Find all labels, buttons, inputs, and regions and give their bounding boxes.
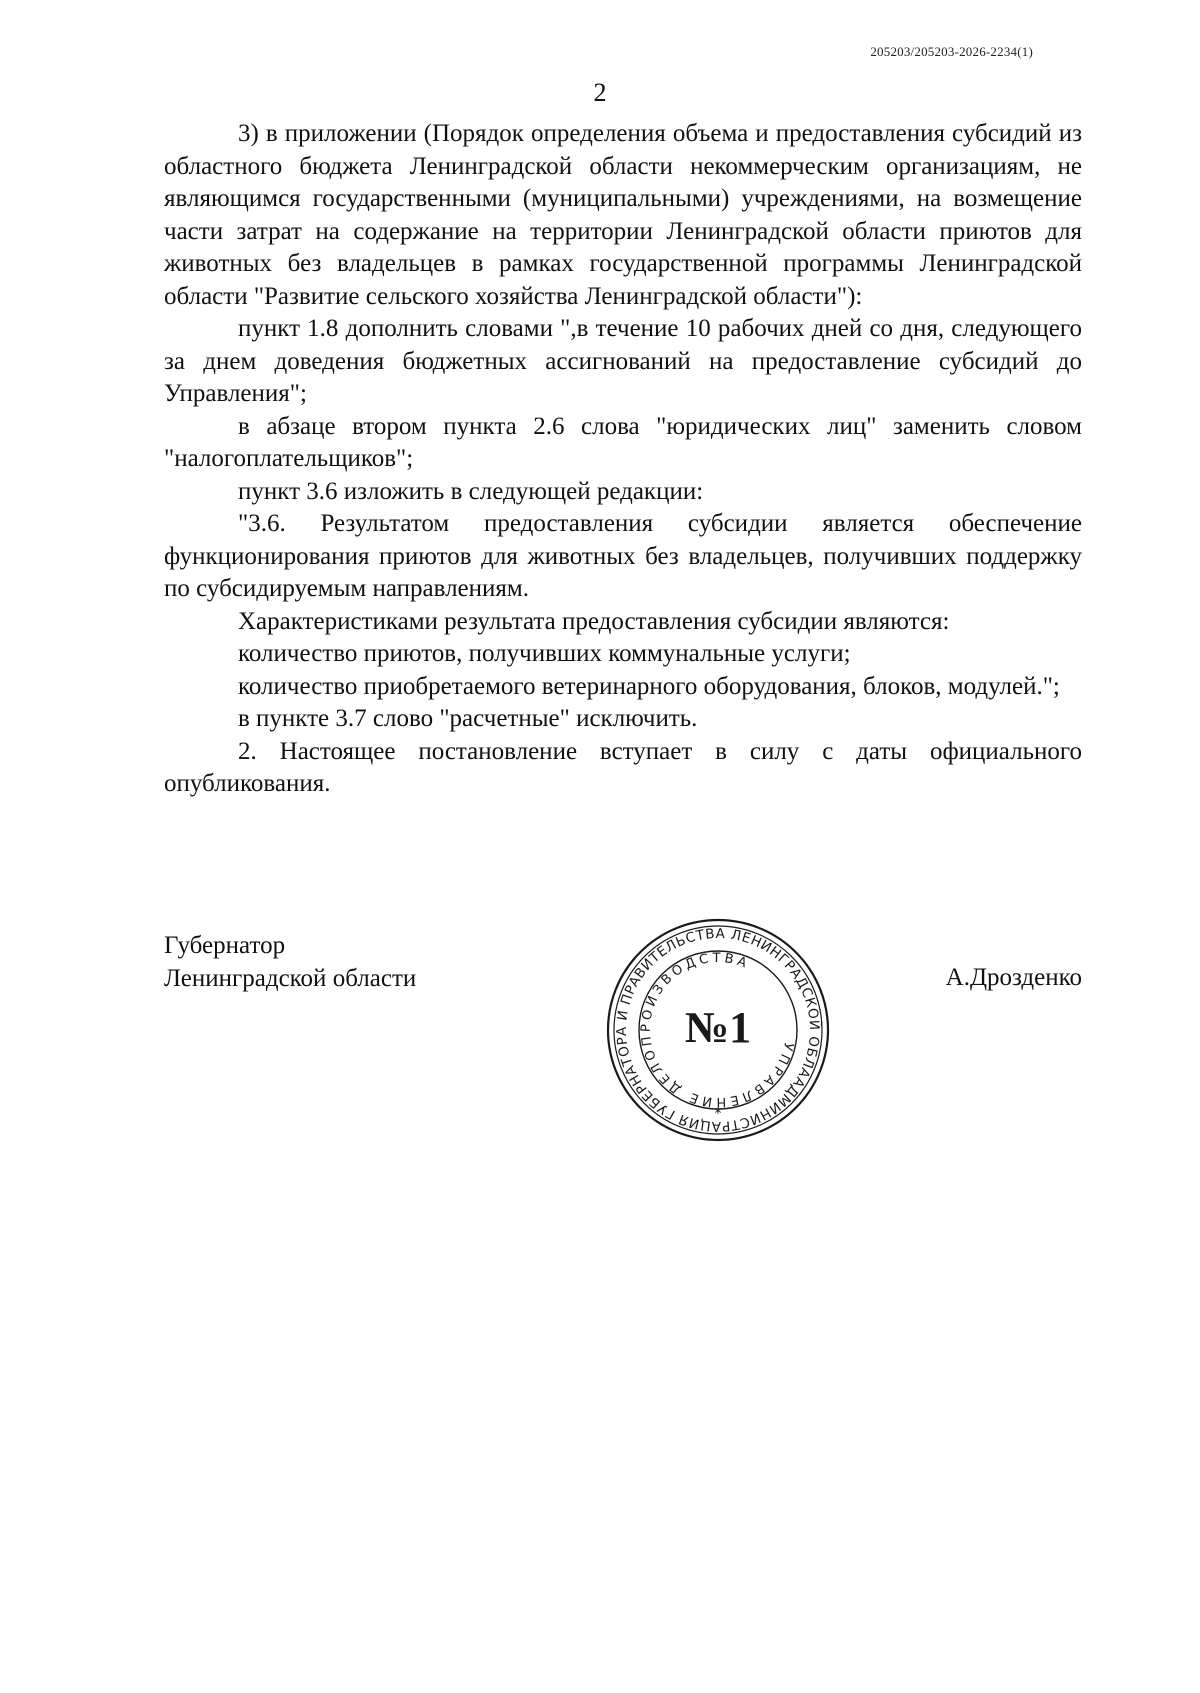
amendment-paragraph: количество приютов, получивших коммунальные услуги; [238, 640, 851, 667]
page-number: 2 [593, 78, 607, 107]
amendment-paragraph: 3) в приложении (Порядок определения объема и предоставления субсидий из областного бюджета Ленинградской области некоммерческим организациям, не являющимся государственными (муниципальными) учреждениями, на возмещение части затрат на содержание на территории Ленинградской области приютов для животных без владельцев в рамках государственной программы Ленинградской области "Развитие сельского хозяйства Ленинградской области"): [164, 120, 1082, 310]
effective-date-paragraph: 2. Настоящее постановление вступает в силу с даты официального опубликования. [164, 737, 1082, 797]
amendment-paragraph: пункт 1.8 дополнить словами ",в течение 10 рабочих дней со дня, следующего за днем доведения бюджетных ассигнований на предоставление субсидий до Управления"; [164, 315, 1082, 407]
document-registration-code: 205203/205203-2026-2234(1) [870, 44, 1033, 59]
signer-title-line: Ленинградской области [164, 964, 417, 992]
amendment-paragraph: в пункте 3.7 слово "расчетные" исключить. [238, 705, 698, 732]
seal-outer-text: АДМИНИСТРАЦИЯ ГУБЕРНАТОРА И ПРАВИТЕЛЬСТВА ЛЕНИНГРАДСКОЙ ОБЛАСТИ [613, 925, 823, 1135]
seal-star-icon: * [714, 1106, 722, 1122]
signer-name: А.Дрозденко [945, 964, 1082, 991]
amendment-paragraph: Характеристиками результата предоставления субсидии являются: [238, 607, 950, 635]
official-seal-stamp [605, 917, 831, 1143]
seal-number: №1 [684, 1003, 752, 1052]
signature-block [164, 925, 1082, 1170]
seal-inner-text: УПРАВЛЕНИЕ ДЕЛОПРОИЗВОДСТВА [638, 950, 796, 1110]
amendment-paragraph: в абзаце втором пункта 2.6 слова "юридических лиц" заменить словом "налогоплательщиков"; [164, 412, 1082, 472]
document-body [164, 118, 1082, 801]
signer-title-line: Губернатор [164, 932, 286, 959]
amendment-paragraph: количество приобретаемого ветеринарного оборудования, блоков, модулей."; [238, 672, 1060, 700]
amendment-paragraph: "3.6. Результатом предоставления субсидии является обеспечение функционирования приютов для животных без владельцев, получивших поддержку по субсидируемым направлениям. [164, 510, 1082, 602]
signer-title [164, 930, 416, 995]
amendment-paragraph: пункт 3.6 изложить в следующей редакции: [238, 477, 704, 505]
